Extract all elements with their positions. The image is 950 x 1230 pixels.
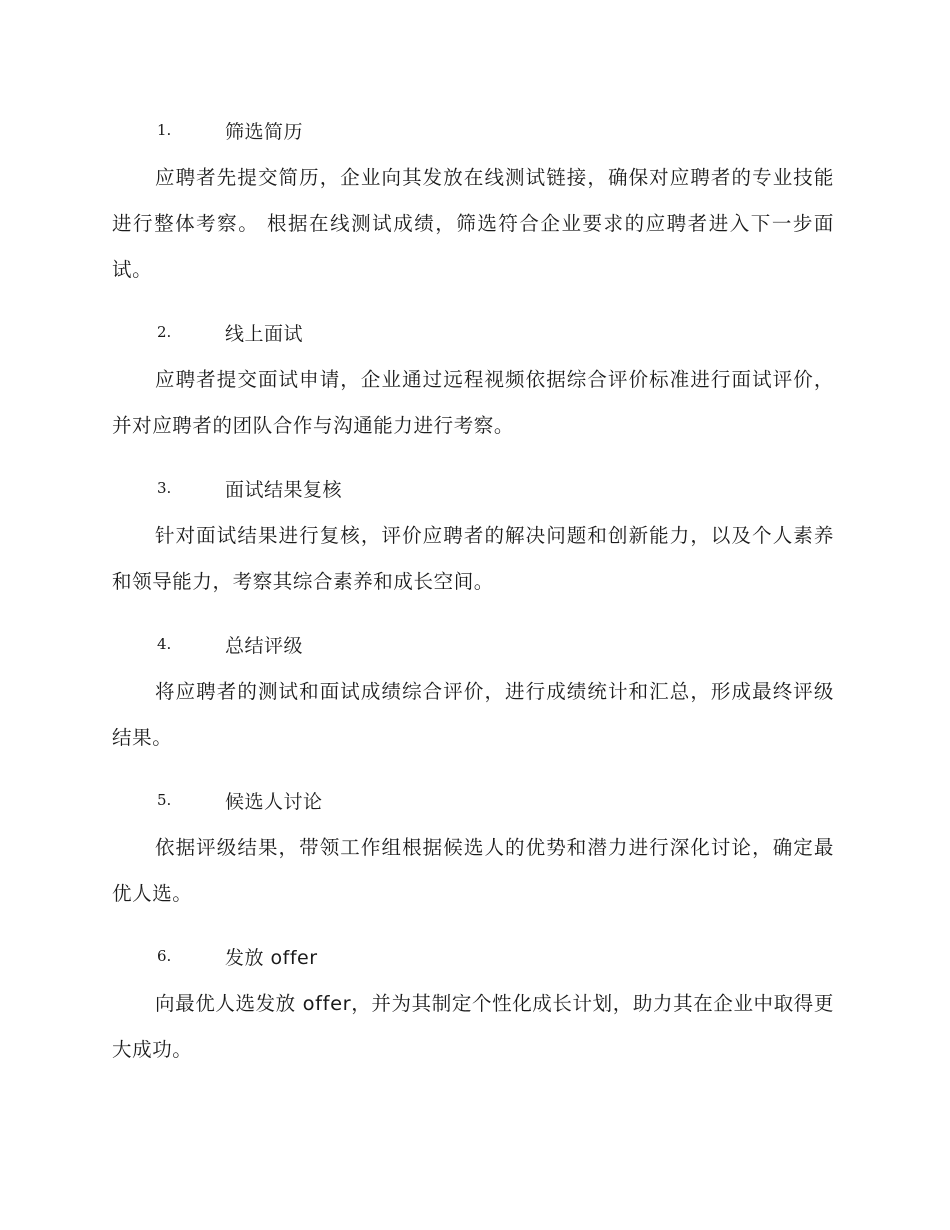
section-body: 应聘者提交面试申请，企业通过远程视频依据综合评价标准进行面试评价，并对应聘者的团队合作与沟通能力进行考察。: [112, 368, 834, 437]
section-title: 线上面试: [225, 322, 304, 345]
section-number: 5.: [157, 791, 172, 809]
section-candidate-discussion: [112, 775, 834, 917]
section-heading: [112, 619, 834, 669]
section-title: 总结评级: [225, 634, 304, 657]
section-title: 候选人讨论: [225, 790, 323, 813]
section-interview-review: [112, 463, 834, 605]
section-body: 应聘者先提交简历，企业向其发放在线测试链接，确保对应聘者的专业技能进行整体考察。 根据在线测试成绩，筛选符合企业要求的应聘者进入下一步面试。: [112, 166, 834, 281]
document-page: [112, 105, 834, 1087]
section-body: 将应聘者的测试和面试成绩综合评价，进行成绩统计和汇总，形成最终评级结果。: [112, 680, 834, 749]
section-online-interview: [112, 307, 834, 449]
section-heading: [112, 463, 834, 513]
section-heading: [112, 931, 834, 981]
section-body: 针对面试结果进行复核，评价应聘者的解决问题和创新能力，以及个人素养和领导能力，考察其综合素养和成长空间。: [112, 524, 834, 593]
section-number: 6.: [157, 947, 172, 965]
section-offer: [112, 931, 834, 1073]
section-rating: [112, 619, 834, 761]
section-title: 发放 offer: [225, 946, 318, 969]
section-number: 1.: [157, 121, 172, 139]
section-heading: [112, 307, 834, 357]
section-number: 2.: [157, 323, 172, 341]
section-number: 4.: [157, 635, 172, 653]
section-body: 向最优人选发放 offer，并为其制定个性化成长计划，助力其在企业中取得更大成功。: [112, 992, 834, 1061]
section-title: 筛选简历: [225, 120, 304, 143]
section-number: 3.: [157, 479, 172, 497]
section-heading: [112, 775, 834, 825]
section-screening: [112, 105, 834, 293]
section-title: 面试结果复核: [225, 478, 343, 501]
section-body: 依据评级结果，带领工作组根据候选人的优势和潜力进行深化讨论，确定最优人选。: [112, 836, 834, 905]
section-heading: [112, 105, 834, 155]
